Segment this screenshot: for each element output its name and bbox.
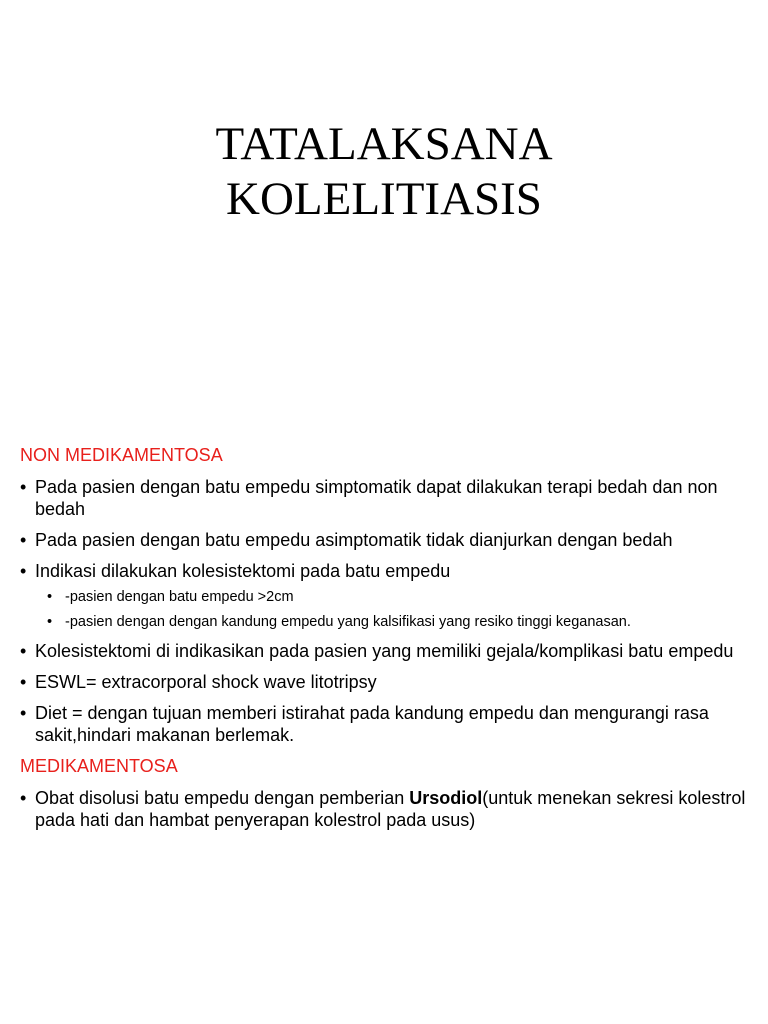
sub-list-item: • -pasien dengan dengan kandung empedu yang kalsifikasi yang resiko tinggi keganasan.	[35, 613, 755, 631]
list-item: • Diet = dengan tujuan memberi istirahat pada kandung empedu dan mengurangi rasa sakit,hindari makanan berlemak.	[20, 702, 755, 746]
slide-content	[20, 444, 755, 840]
list-item-text: Indikasi dilakukan kolesistektomi pada batu empedu	[35, 561, 451, 581]
non-medikamentosa-heading: NON MEDIKAMENTOSA	[20, 445, 223, 465]
non-medikamentosa-list	[20, 476, 755, 746]
list-item: • Pada pasien dengan batu empedu asimptomatik tidak dianjurkan dengan bedah	[20, 529, 755, 551]
list-item: • Pada pasien dengan batu empedu simptomatik dapat dilakukan terapi bedah dan non bedah	[20, 476, 755, 520]
list-item-indikasi	[20, 560, 755, 631]
drug-name-ursodiol: Ursodiol	[409, 788, 483, 808]
title-line-2: KOLELITIASIS	[226, 173, 542, 225]
slide-title	[0, 117, 768, 227]
item-prefix: Obat disolusi batu empedu dengan pemberian	[35, 788, 410, 808]
title-line-1: TATALAKSANA	[215, 118, 553, 170]
list-item: • Kolesistektomi di indikasikan pada pasien yang memiliki gejala/komplikasi batu empedu	[20, 640, 755, 662]
medikamentosa-heading: MEDIKAMENTOSA	[20, 756, 178, 776]
medikamentosa-list	[20, 787, 755, 831]
indikasi-sublist	[35, 588, 755, 631]
list-item-ursodiol	[20, 787, 755, 831]
item-suffix: (untuk menekan sekresi kolestrol pada hati dan hambat penyerapan kolestrol pada usus)	[35, 788, 746, 830]
list-item: • ESWL= extracorporal shock wave litotripsy	[20, 671, 755, 693]
sub-list-item: • -pasien dengan batu empedu >2cm	[35, 588, 755, 606]
